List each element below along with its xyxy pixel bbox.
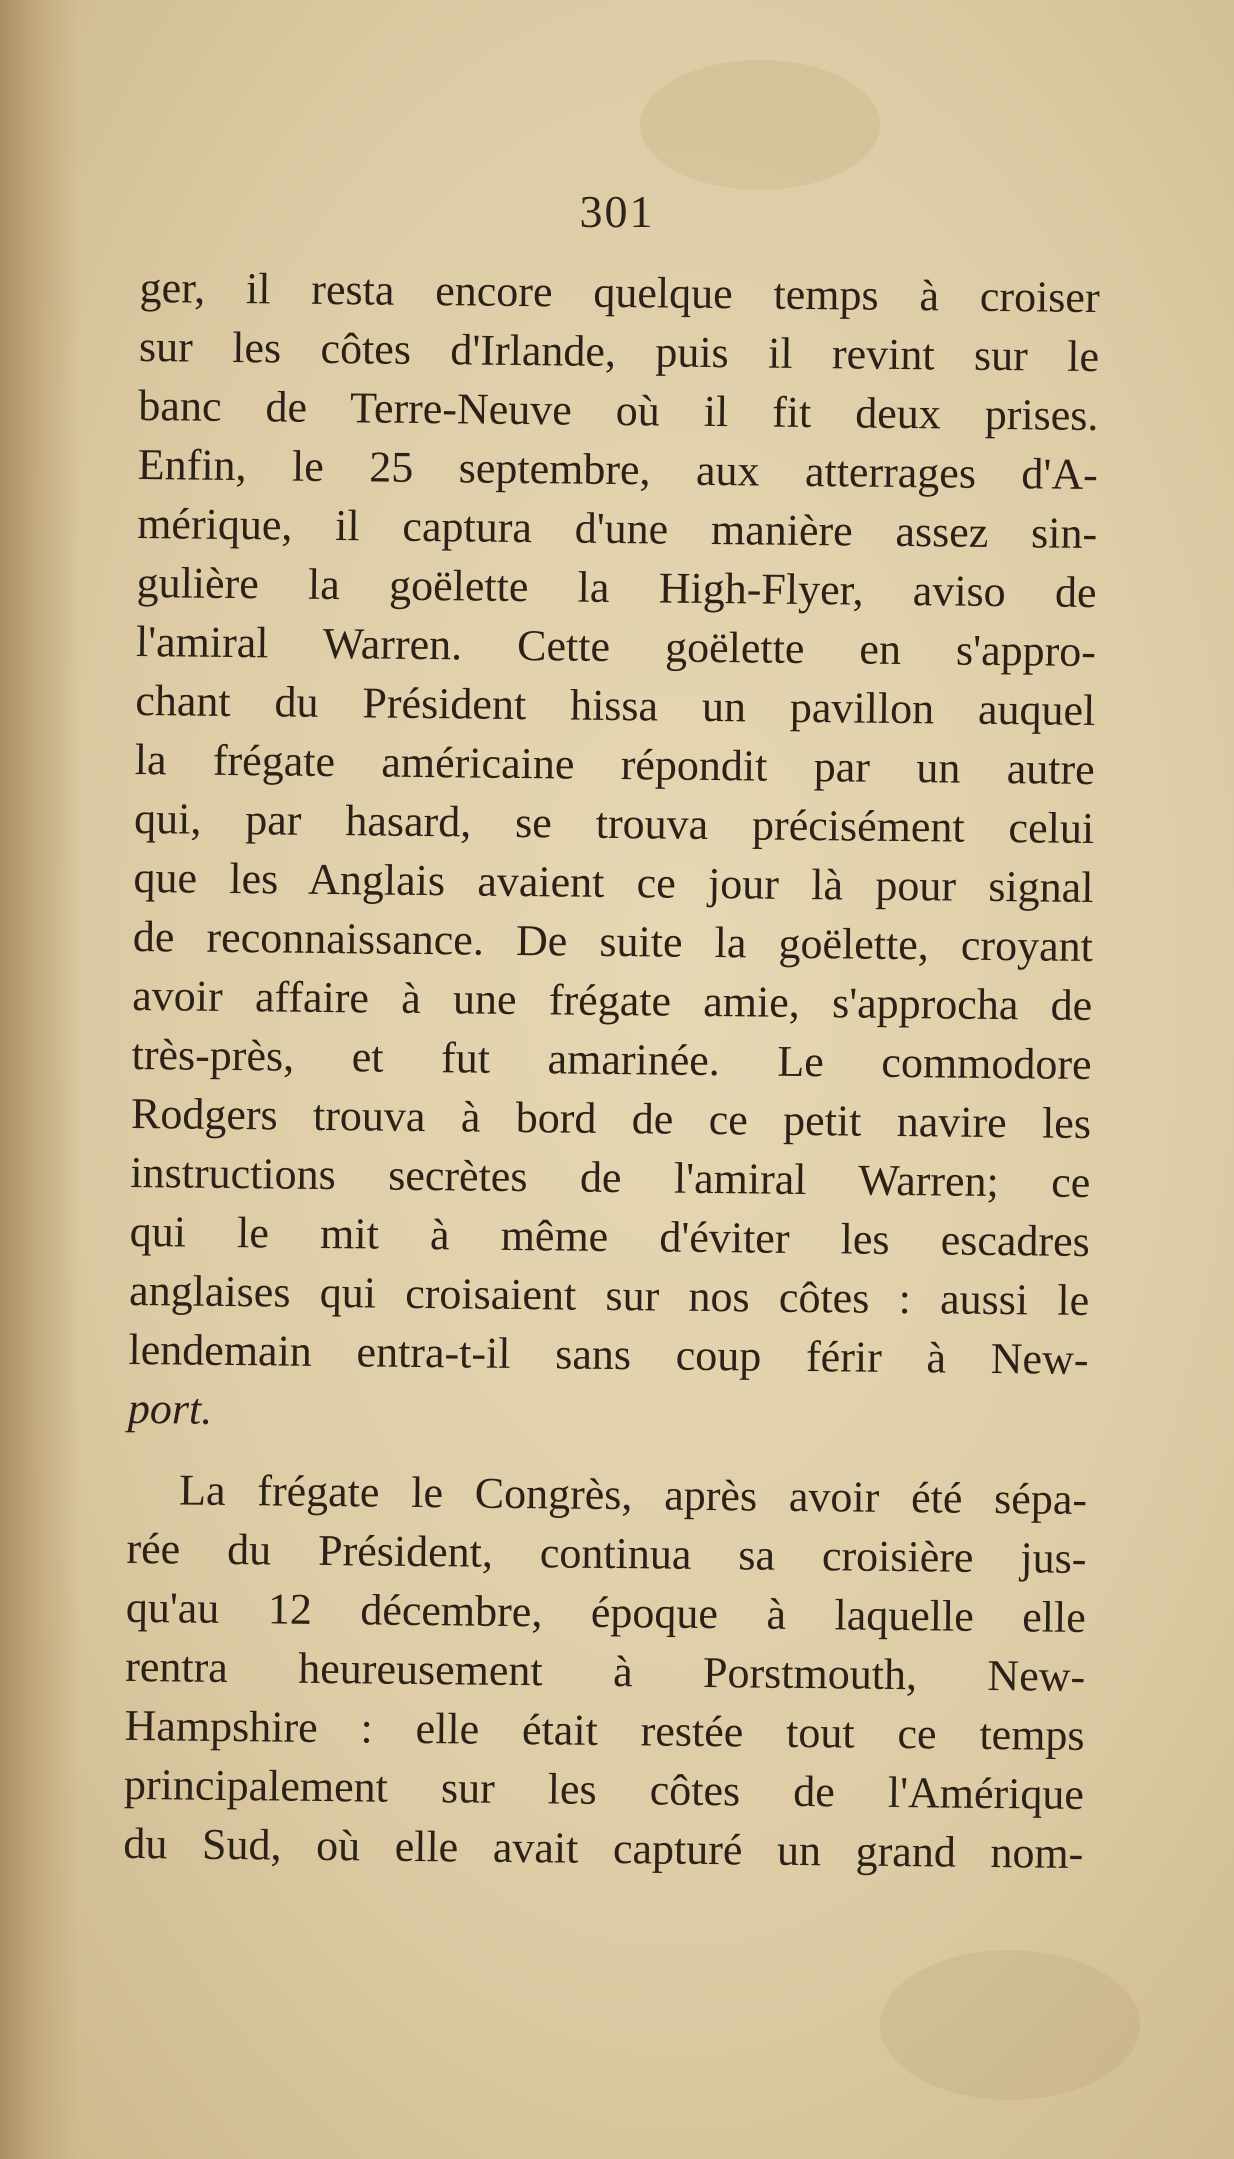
text-line: La frégate le Congrès, après avoir été sépa- [178,1465,1088,1524]
text-line: Rodgers trouva à bord de ce petit navire les [130,1088,1092,1149]
text-line: ger, il resta encore quelque temps à croiser [139,262,1100,323]
text-line: avoir affaire à une frégate amie, s'approcha de [132,970,1093,1031]
text-line: port. [127,1383,213,1434]
text-line: sur les côtes d'Irlande, puis il revint sur le [138,321,1100,382]
text-line: la frégate américaine répondit par un autre [134,734,1095,795]
text-line: qu'au 12 décembre, époque à laquelle elle [125,1582,1087,1642]
text-line: chant du Président hissa un pavillon auquel [135,675,1096,736]
text-line: du Sud, où elle avait capturé un grand nom- [123,1818,1084,1878]
text-line: banc de Terre-Neuve où il fit deux prises. [138,380,1099,441]
text-line: qui, par hasard, se trouva précisément celui [133,793,1095,854]
text-line: rentra heureusement à Porstmouth, New- [124,1641,1086,1701]
text-line: instructions secrètes de l'amiral Warren; ce [130,1147,1091,1208]
page-gutter-shadow [0,0,80,2159]
text-line: de reconnaissance. De suite la goëlette, croyant [132,911,1094,972]
page-number: 301 [579,186,655,237]
paragraph-2 [123,1460,1087,1883]
text-line: gulière la goëlette la High-Flyer, aviso de [136,557,1097,618]
paper-stain [640,60,880,190]
text-line: anglaises qui croisaient sur nos côtes : aussi le [128,1265,1090,1325]
text-line: très-près, et fut amarinée. Le commodore [131,1029,1092,1090]
text-line: mérique, il captura d'une manière assez sin- [136,498,1098,559]
text-line: qui le mit à même d'éviter les escadres [129,1206,1091,1266]
paper-stain [880,1950,1140,2100]
text-line: que les Anglais avaient ce jour là pour signal [133,852,1094,913]
paragraph-1 [128,258,1100,1448]
text-line: Enfin, le 25 septembre, aux atterrages d'A- [137,439,1099,500]
text-line: lendemain entra-t-il sans coup férir à New- [128,1324,1089,1384]
text-line: principalement sur les côtes de l'Amérique [123,1759,1085,1819]
text-line: Hampshire : elle était restée tout ce temps [124,1700,1085,1760]
text-line: l'amiral Warren. Cette goëlette en s'appro- [135,616,1097,677]
text-line: rée du Président, continua sa croisière jus- [126,1523,1087,1583]
body-text [123,258,1100,1883]
